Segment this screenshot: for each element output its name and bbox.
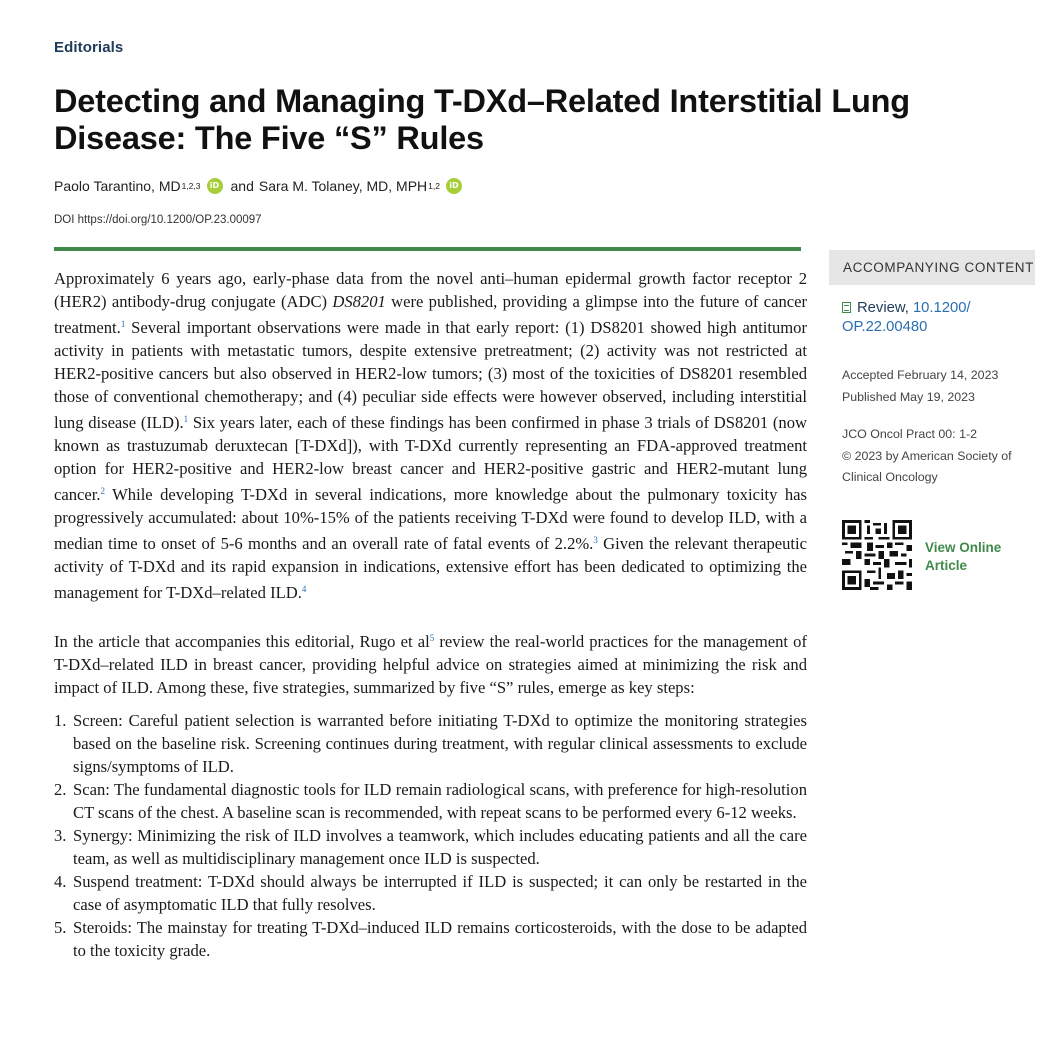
published-date: Published May 19, 2023 bbox=[842, 389, 975, 404]
copyright: Clinical Oncology bbox=[842, 470, 938, 484]
list-number: 5. bbox=[54, 918, 67, 937]
affiliation-marker: 1,2 bbox=[428, 181, 440, 191]
author-name[interactable]: Sara M. Tolaney, MD, MPH bbox=[258, 178, 428, 194]
five-s-rules-list bbox=[54, 709, 807, 962]
list-text: Screen: Careful patient selection is warranted before initiating T-DXd to optimize the monitoring strategies based on the baseline risk. Screening continues during treatment, with regular clinical assessments to exclude signs/symptoms of ILD. bbox=[73, 711, 807, 776]
divider bbox=[54, 247, 801, 251]
orcid-icon[interactable]: iD bbox=[207, 178, 223, 194]
list-number: 1. bbox=[54, 711, 67, 730]
title-line-2: Disease: The Five “S” Rules bbox=[54, 120, 484, 156]
list-text: Scan: The fundamental diagnostic tools for ILD remain radiological scans, with preference for high-resolution CT scans of the chest. A baseline scan is recommended, with repeat scans to be performed every 6-12 weeks. bbox=[73, 780, 807, 822]
list-text: Steroids: The mainstay for treating T-DXd–induced ILD remains corticosteroids, with the dose to be adapted to the toxicity grade. bbox=[73, 918, 807, 960]
text-run: In the article that accompanies this editorial, Rugo et al bbox=[54, 632, 430, 651]
list-text: Suspend treatment: T-DXd should always be interrupted if ILD is suspected; it can only be restarted in the case of asymptomatic ILD that fully resolves. bbox=[73, 872, 807, 914]
citation-link[interactable]: 4 bbox=[301, 584, 307, 594]
document-icon bbox=[842, 302, 851, 313]
view-online-label: View Online bbox=[925, 540, 1002, 555]
author-name[interactable]: Paolo Tarantino, MD bbox=[54, 178, 181, 194]
text-run: review the real-world practices for the management of T-DXd–related ILD in breast cancer, providing helpful advice on strategies aimed at minimizing the risk and impact of ILD. Among these, five strategies, summarized by five “S” rules, emerge as key steps: bbox=[54, 632, 807, 697]
list-text: Synergy: Minimizing the risk of ILD involves a teamwork, which includes educating patients and all the care team, as well as multidisciplinary management once ILD is suspected. bbox=[73, 826, 807, 868]
author-list bbox=[54, 178, 470, 194]
view-online-article-link[interactable] bbox=[925, 539, 1001, 574]
view-online-label: Article bbox=[925, 557, 968, 573]
review-link[interactable] bbox=[842, 299, 1032, 337]
doi-link[interactable]: DOI https://doi.org/10.1200/OP.23.00097 bbox=[54, 214, 262, 226]
copyright: © 2023 by American Society of bbox=[842, 448, 1012, 463]
text-run: Several important observations were made in that early report: (1) DS8201 showed high antitumor activity in patients with metastatic tumors, despite extensive pretreatment; (2) activity was not restricted at HER2-positive cancers but also observed in HER2-low tumors; (3) most of the toxicities of DS8201 resembled those of conventional chemotherapy; and (4) peculiar side effects were however observed, including interstitial lung disease (ILD). bbox=[54, 318, 807, 432]
publication-dates bbox=[842, 365, 998, 408]
text-run: While developing T-DXd in several indications, more knowledge about the pulmonary toxicity has progressively accumulated: about 10%-15% of the patients receiving T-DXd were found to develop ILD, with a median time to onset of 5-6 months and an overall rate of fatal events of 2.2%. bbox=[54, 485, 807, 553]
author-connector: and bbox=[230, 178, 254, 194]
accompanying-content-header: ACCOMPANYING CONTENT bbox=[829, 250, 1035, 285]
list-item bbox=[54, 870, 807, 916]
paragraph bbox=[54, 627, 807, 699]
citation-link[interactable]: 3 bbox=[593, 535, 598, 545]
text-run: Given the relevant therapeutic activity of T-DXd and its rapid expansion in indications, extensive effort has been dedicated to optimizing the management for T-DXd–related ILD. bbox=[54, 534, 808, 602]
journal-info bbox=[842, 424, 1012, 489]
list-number: 4. bbox=[54, 872, 67, 891]
list-number: 2. bbox=[54, 780, 67, 799]
review-doi[interactable]: 10.1200/ bbox=[912, 300, 971, 316]
affiliation-marker: 1,2,3 bbox=[181, 181, 201, 191]
citation-link[interactable]: 2 bbox=[100, 486, 106, 496]
citation-link[interactable]: 1 bbox=[183, 414, 189, 424]
text-run: Approximately 6 years ago, early-phase data from the novel anti–human epidermal growth factor receptor 2 (HER2) antibody-drug conjugate (ADC) bbox=[54, 269, 807, 311]
accepted-date: Accepted February 14, 2023 bbox=[842, 368, 999, 382]
review-doi[interactable]: OP.22.00480 bbox=[842, 319, 928, 335]
list-item bbox=[54, 778, 807, 824]
list-item bbox=[54, 824, 807, 870]
list-item bbox=[54, 709, 807, 778]
citation-link[interactable]: 5 bbox=[429, 633, 435, 643]
orcid-icon[interactable]: iD bbox=[446, 178, 462, 194]
list-item bbox=[54, 916, 807, 962]
title-line-1: Detecting and Managing T-DXd–Related Interstitial Lung bbox=[54, 83, 910, 119]
text-run: Six years later, each of these findings has been confirmed in phase 3 trials of DS8201 (now known as trastuzumab deruxtecan [T-DXd]), with T-DXd currently representing an FDA-approved treatment option for HER2-positive and HER2-low breast cancer and HER2-positive gastric and HER2-mutant lung cancer. bbox=[54, 413, 807, 504]
article-body bbox=[54, 267, 807, 962]
article-title bbox=[54, 83, 1014, 157]
list-number: 3. bbox=[54, 826, 67, 845]
journal-citation: JCO Oncol Pract 00: 1-2 bbox=[842, 427, 977, 441]
drug-name: DS8201 bbox=[332, 292, 386, 311]
review-label: Review, bbox=[857, 300, 909, 316]
citation-link[interactable]: 1 bbox=[120, 319, 126, 329]
paragraph bbox=[54, 267, 807, 604]
section-label: Editorials bbox=[54, 39, 124, 56]
qr-code-icon[interactable] bbox=[842, 520, 912, 590]
text-run: were published, providing a glimpse into the future of cancer treatment. bbox=[54, 292, 807, 337]
